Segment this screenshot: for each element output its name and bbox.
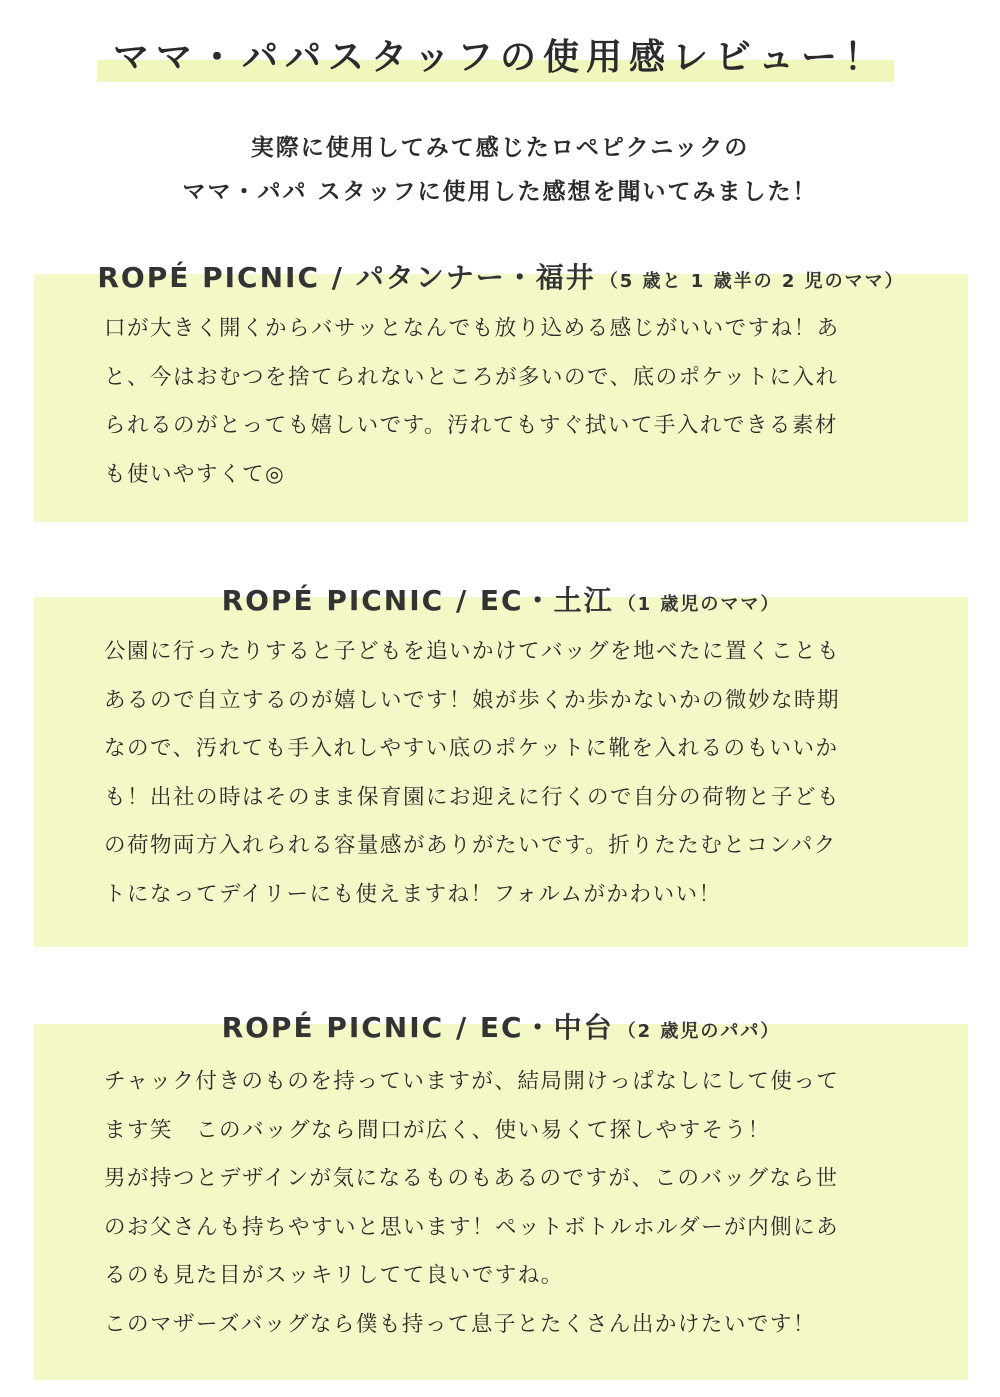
- page-title: ママ・パパスタッフの使用感レビュー！: [112, 37, 887, 78]
- reviewer-name: ROPÉ PICNIC / パタンナー・福井: [97, 261, 596, 294]
- review-text: [104, 1058, 914, 1349]
- review-heading: [34, 1006, 968, 1046]
- review-heading: [34, 579, 968, 619]
- review-line: と、今はおむつを捨てられないところが多いので、底のポケットに入れ: [104, 364, 839, 390]
- page-header: [0, 34, 1000, 94]
- review-line: なので、汚れても手入れしやすい底のポケットに靴を入れるのもいいか: [104, 736, 839, 761]
- reviewer-note: （1 歳児のママ）: [617, 594, 781, 615]
- review-line: ます笑 このバッグなら間口が広く、使い易くて探しやすそう！: [104, 1117, 771, 1143]
- review-line: るのも見た目がスッキリしてて良いですね。: [104, 1263, 564, 1288]
- review-line: あるので自立するのが嬉しいです！娘が歩くか歩かないかの微妙な時期: [104, 687, 841, 713]
- reviewer-note: （5 歳と 1 歳半の 2 児のママ）: [599, 271, 905, 292]
- review-line: 男が持つとデザインが気になるものもあるのですが、このバッグなら世: [104, 1166, 839, 1191]
- review-line: られるのがとっても嬉しいです。汚れてもすぐ拭いて手入れできる素材: [104, 413, 838, 438]
- review-line: のお父さんも持ちやすいと思います！ペットボトルホルダーが内側にあ: [104, 1214, 840, 1240]
- intro-line: ママ・パパ スタッフに使用した感想を聞いてみました！: [182, 179, 818, 205]
- review-line: チャック付きのものを持っていますが、結局開けっぱなしにして使って: [104, 1069, 840, 1094]
- review-heading: [34, 256, 968, 296]
- review-line: の荷物両方入れられる容量感がありがたいです。折りたたむとコンパク: [104, 833, 837, 858]
- reviewer-name: ROPÉ PICNIC / EC・土江: [221, 584, 614, 617]
- intro-line: 実際に使用してみて感じたロペピクニックの: [250, 135, 750, 161]
- review-line: 口が大きく開くからバサッとなんでも放り込める感じがいいですね！あ: [104, 316, 840, 341]
- intro-text: [0, 126, 1000, 214]
- review-text: [104, 628, 914, 919]
- reviewer-name: ROPÉ PICNIC / EC・中台: [221, 1011, 614, 1044]
- review-line: このマザーズバッグなら僕も持って息子とたくさん出かけたいです！: [104, 1311, 816, 1337]
- review-line: も使いやすくて◎: [104, 461, 286, 487]
- review-line: トになってデイリーにも使えますね！フォルムがかわいい！: [104, 881, 722, 907]
- review-line: も！出社の時はそのまま保育園にお迎えに行くので自分の荷物と子ども: [104, 784, 841, 810]
- review-line: 公園に行ったりすると子どもを追いかけてバッグを地べたに置くことも: [104, 639, 841, 664]
- review-text: [104, 305, 914, 499]
- reviewer-note: （2 歳児のパパ）: [617, 1021, 781, 1042]
